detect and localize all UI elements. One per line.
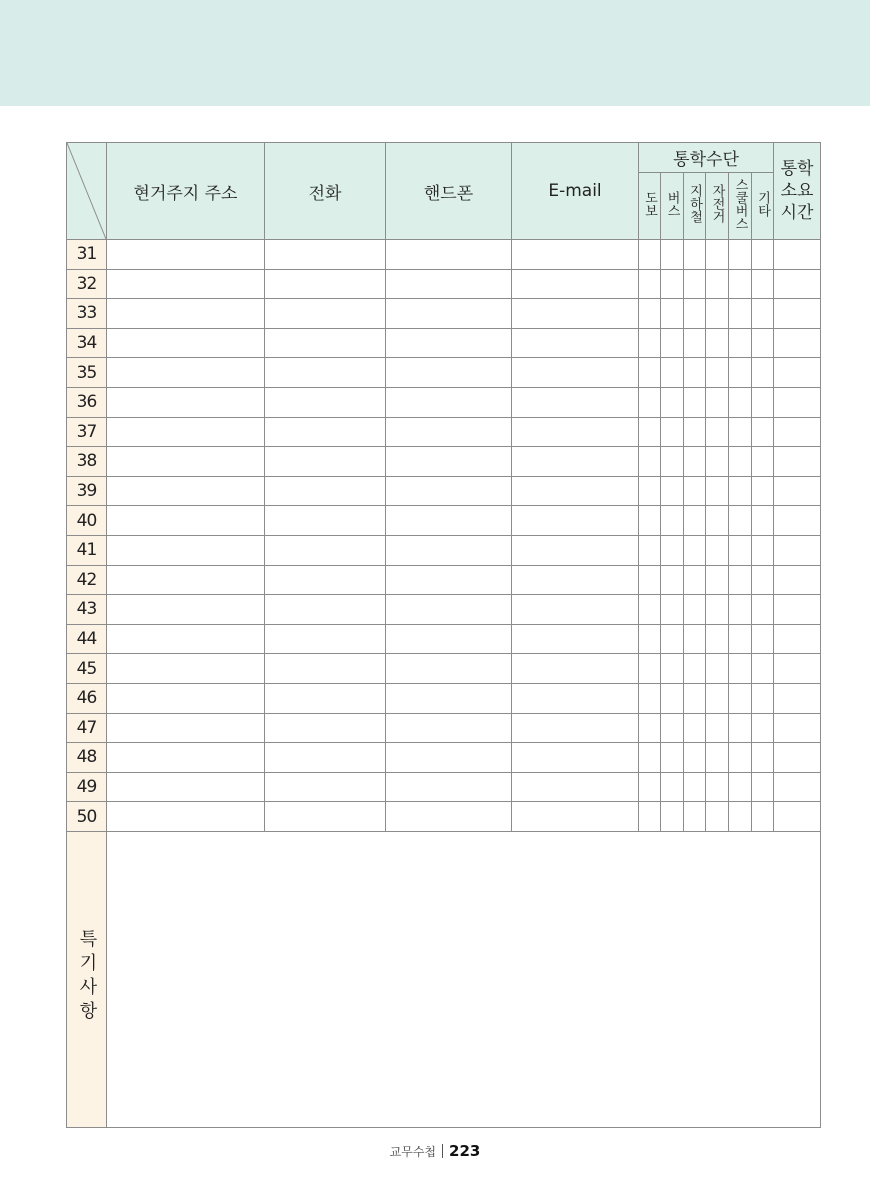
subway-cell[interactable] <box>684 417 706 447</box>
commute-time-cell[interactable] <box>774 535 821 565</box>
walk-cell[interactable] <box>639 269 661 299</box>
row-number: 46 <box>67 683 107 713</box>
other-cell[interactable] <box>752 713 774 743</box>
email-cell[interactable] <box>512 240 639 270</box>
table-row <box>67 299 821 329</box>
commute-time-cell[interactable] <box>774 802 821 832</box>
other-cell[interactable] <box>752 447 774 477</box>
table-row <box>67 565 821 595</box>
phone-cell[interactable] <box>265 683 386 713</box>
phone-cell[interactable] <box>265 565 386 595</box>
bus-cell[interactable] <box>661 506 684 536</box>
walk-cell[interactable] <box>639 683 661 713</box>
address-header: 현거주지 주소 <box>107 143 265 240</box>
commute-time-cell[interactable] <box>774 299 821 329</box>
address-cell[interactable] <box>107 595 265 625</box>
address-cell[interactable] <box>107 240 265 270</box>
mobile-cell[interactable] <box>386 624 512 654</box>
table-row <box>67 772 821 802</box>
walk-cell[interactable] <box>639 358 661 388</box>
footer-separator <box>442 1144 443 1158</box>
table-row <box>67 269 821 299</box>
walk-cell[interactable] <box>639 595 661 625</box>
other-cell[interactable] <box>752 743 774 773</box>
schoolbus-cell[interactable] <box>729 269 752 299</box>
row-number: 43 <box>67 595 107 625</box>
bicycle-cell[interactable] <box>706 387 729 417</box>
email-cell[interactable] <box>512 772 639 802</box>
table-row <box>67 387 821 417</box>
email-cell[interactable] <box>512 624 639 654</box>
subway-cell[interactable] <box>684 624 706 654</box>
mobile-cell[interactable] <box>386 535 512 565</box>
subway-cell[interactable] <box>684 713 706 743</box>
subway-cell[interactable] <box>684 535 706 565</box>
bicycle-cell[interactable] <box>706 269 729 299</box>
bicycle-cell[interactable] <box>706 624 729 654</box>
other-cell[interactable] <box>752 240 774 270</box>
table-row <box>67 240 821 270</box>
email-cell[interactable] <box>512 387 639 417</box>
commute-time-line: 소요 <box>780 181 814 201</box>
table-row <box>67 358 821 388</box>
walk-cell[interactable] <box>639 624 661 654</box>
other-cell[interactable] <box>752 269 774 299</box>
mobile-cell[interactable] <box>386 387 512 417</box>
roster-body <box>67 240 821 1128</box>
table-row <box>67 654 821 684</box>
email-cell[interactable] <box>512 535 639 565</box>
mobile-cell[interactable] <box>386 240 512 270</box>
other-cell[interactable] <box>752 565 774 595</box>
row-number: 33 <box>67 299 107 329</box>
mobile-cell[interactable] <box>386 447 512 477</box>
commute-time-cell[interactable] <box>774 595 821 625</box>
address-cell[interactable] <box>107 506 265 536</box>
walk-cell[interactable] <box>639 743 661 773</box>
phone-cell[interactable] <box>265 743 386 773</box>
mobile-cell[interactable] <box>386 595 512 625</box>
address-cell[interactable] <box>107 772 265 802</box>
address-cell[interactable] <box>107 683 265 713</box>
student-roster-table <box>66 142 821 1128</box>
notes-label-cell <box>67 831 107 1127</box>
corner-diagonal-cell <box>67 143 107 240</box>
email-header: E-mail <box>512 143 639 240</box>
bicycle-cell[interactable] <box>706 506 729 536</box>
commute-time-cell[interactable] <box>774 565 821 595</box>
phone-cell[interactable] <box>265 713 386 743</box>
commute-time-line: 통학 <box>780 159 814 179</box>
walk-cell[interactable] <box>639 535 661 565</box>
walk-cell[interactable] <box>639 328 661 358</box>
schoolbus-cell[interactable] <box>729 506 752 536</box>
bicycle-cell[interactable] <box>706 743 729 773</box>
subway-cell[interactable] <box>684 743 706 773</box>
top-color-band <box>0 0 870 106</box>
bus-cell[interactable] <box>661 772 684 802</box>
bus-cell[interactable] <box>661 417 684 447</box>
address-cell[interactable] <box>107 565 265 595</box>
other-cell[interactable] <box>752 299 774 329</box>
email-cell[interactable] <box>512 299 639 329</box>
table-row <box>67 743 821 773</box>
subway-cell[interactable] <box>684 802 706 832</box>
commute-time-cell[interactable] <box>774 624 821 654</box>
table-row <box>67 417 821 447</box>
address-cell[interactable] <box>107 476 265 506</box>
phone-cell[interactable] <box>265 387 386 417</box>
phone-cell[interactable] <box>265 772 386 802</box>
commute-time-cell[interactable] <box>774 417 821 447</box>
table-row <box>67 506 821 536</box>
other-cell[interactable] <box>752 595 774 625</box>
row-number: 39 <box>67 476 107 506</box>
bus-cell[interactable] <box>661 447 684 477</box>
mode-subway-header <box>684 173 706 240</box>
phone-cell[interactable] <box>265 417 386 447</box>
schoolbus-cell[interactable] <box>729 595 752 625</box>
subway-cell[interactable] <box>684 447 706 477</box>
address-cell[interactable] <box>107 328 265 358</box>
mode-schoolbus-header <box>729 173 752 240</box>
walk-cell[interactable] <box>639 447 661 477</box>
email-cell[interactable] <box>512 802 639 832</box>
commute-time-cell[interactable] <box>774 683 821 713</box>
bus-cell[interactable] <box>661 299 684 329</box>
schoolbus-cell[interactable] <box>729 683 752 713</box>
other-cell[interactable] <box>752 506 774 536</box>
walk-cell[interactable] <box>639 772 661 802</box>
row-number: 38 <box>67 447 107 477</box>
schoolbus-cell[interactable] <box>729 713 752 743</box>
row-number: 36 <box>67 387 107 417</box>
other-cell[interactable] <box>752 358 774 388</box>
subway-cell[interactable] <box>684 269 706 299</box>
mobile-cell[interactable] <box>386 654 512 684</box>
mode-bus-header <box>661 173 684 240</box>
subway-cell[interactable] <box>684 328 706 358</box>
mobile-header: 핸드폰 <box>386 143 512 240</box>
other-cell[interactable] <box>752 476 774 506</box>
row-number: 49 <box>67 772 107 802</box>
email-cell[interactable] <box>512 595 639 625</box>
bicycle-cell[interactable] <box>706 654 729 684</box>
email-cell[interactable] <box>512 328 639 358</box>
diagonal-line <box>67 143 106 239</box>
subway-cell[interactable] <box>684 358 706 388</box>
mobile-cell[interactable] <box>386 269 512 299</box>
row-number: 48 <box>67 743 107 773</box>
email-cell[interactable] <box>512 358 639 388</box>
schoolbus-cell[interactable] <box>729 624 752 654</box>
mode-label: 기타 <box>755 190 771 217</box>
mode-label: 도보 <box>642 190 657 217</box>
commute-time-cell[interactable] <box>774 743 821 773</box>
mobile-cell[interactable] <box>386 743 512 773</box>
address-cell[interactable] <box>107 713 265 743</box>
walk-cell[interactable] <box>639 654 661 684</box>
commute-time-cell[interactable] <box>774 772 821 802</box>
schoolbus-cell[interactable] <box>729 417 752 447</box>
bicycle-cell[interactable] <box>706 713 729 743</box>
commute-time-header <box>774 143 821 240</box>
bicycle-cell[interactable] <box>706 447 729 477</box>
phone-header: 전화 <box>265 143 386 240</box>
bus-cell[interactable] <box>661 358 684 388</box>
schoolbus-cell[interactable] <box>729 802 752 832</box>
row-number: 34 <box>67 328 107 358</box>
bicycle-cell[interactable] <box>706 595 729 625</box>
notes-field[interactable] <box>107 831 821 1127</box>
mode-walk-header <box>639 173 661 240</box>
mode-label: 스쿨버스 <box>732 177 748 230</box>
schoolbus-cell[interactable] <box>729 743 752 773</box>
walk-cell[interactable] <box>639 802 661 832</box>
subway-cell[interactable] <box>684 299 706 329</box>
row-number: 31 <box>67 240 107 270</box>
subway-cell[interactable] <box>684 772 706 802</box>
bus-cell[interactable] <box>661 713 684 743</box>
subway-cell[interactable] <box>684 595 706 625</box>
schoolbus-cell[interactable] <box>729 447 752 477</box>
email-cell[interactable] <box>512 447 639 477</box>
table-row <box>67 328 821 358</box>
address-cell[interactable] <box>107 654 265 684</box>
mode-label: 자전거 <box>709 184 725 223</box>
schoolbus-cell[interactable] <box>729 358 752 388</box>
bus-cell[interactable] <box>661 269 684 299</box>
schoolbus-cell[interactable] <box>729 772 752 802</box>
bus-cell[interactable] <box>661 802 684 832</box>
walk-cell[interactable] <box>639 565 661 595</box>
bus-cell[interactable] <box>661 624 684 654</box>
mode-other-header <box>752 173 774 240</box>
book-title: 교무수첩 <box>389 1145 437 1159</box>
subway-cell[interactable] <box>684 476 706 506</box>
email-cell[interactable] <box>512 743 639 773</box>
subway-cell[interactable] <box>684 506 706 536</box>
row-number: 50 <box>67 802 107 832</box>
email-cell[interactable] <box>512 683 639 713</box>
bus-cell[interactable] <box>661 328 684 358</box>
mobile-cell[interactable] <box>386 683 512 713</box>
walk-cell[interactable] <box>639 240 661 270</box>
phone-cell[interactable] <box>265 240 386 270</box>
notes-row <box>67 831 821 1127</box>
table-row <box>67 447 821 477</box>
other-cell[interactable] <box>752 802 774 832</box>
other-cell[interactable] <box>752 624 774 654</box>
address-cell[interactable] <box>107 535 265 565</box>
bicycle-cell[interactable] <box>706 565 729 595</box>
bicycle-cell[interactable] <box>706 328 729 358</box>
commute-time-cell[interactable] <box>774 654 821 684</box>
commute-time-cell[interactable] <box>774 506 821 536</box>
page-footer <box>0 1142 870 1160</box>
phone-cell[interactable] <box>265 802 386 832</box>
mobile-cell[interactable] <box>386 299 512 329</box>
phone-cell[interactable] <box>265 447 386 477</box>
bicycle-cell[interactable] <box>706 240 729 270</box>
phone-cell[interactable] <box>265 595 386 625</box>
mode-label: 버스 <box>664 190 680 217</box>
mode-label: 지하철 <box>687 184 702 223</box>
schoolbus-cell[interactable] <box>729 240 752 270</box>
email-cell[interactable] <box>512 476 639 506</box>
bicycle-cell[interactable] <box>706 683 729 713</box>
schoolbus-cell[interactable] <box>729 476 752 506</box>
subway-cell[interactable] <box>684 240 706 270</box>
table-row <box>67 476 821 506</box>
phone-cell[interactable] <box>265 358 386 388</box>
mobile-cell[interactable] <box>386 506 512 536</box>
table-row <box>67 624 821 654</box>
commute-group-header: 통학수단 <box>639 143 774 173</box>
commute-time-cell[interactable] <box>774 476 821 506</box>
subway-cell[interactable] <box>684 565 706 595</box>
mobile-cell[interactable] <box>386 358 512 388</box>
row-number: 35 <box>67 358 107 388</box>
other-cell[interactable] <box>752 772 774 802</box>
bicycle-cell[interactable] <box>706 535 729 565</box>
row-number: 45 <box>67 654 107 684</box>
row-number: 47 <box>67 713 107 743</box>
mobile-cell[interactable] <box>386 417 512 447</box>
email-cell[interactable] <box>512 506 639 536</box>
table-row <box>67 713 821 743</box>
row-number: 42 <box>67 565 107 595</box>
email-cell[interactable] <box>512 269 639 299</box>
header-row-1 <box>67 143 821 173</box>
other-cell[interactable] <box>752 535 774 565</box>
row-number: 40 <box>67 506 107 536</box>
commute-time-line: 시간 <box>780 203 814 223</box>
bus-cell[interactable] <box>661 654 684 684</box>
mobile-cell[interactable] <box>386 802 512 832</box>
bicycle-cell[interactable] <box>706 358 729 388</box>
bus-cell[interactable] <box>661 240 684 270</box>
commute-time-cell[interactable] <box>774 269 821 299</box>
other-cell[interactable] <box>752 387 774 417</box>
phone-cell[interactable] <box>265 506 386 536</box>
subway-cell[interactable] <box>684 654 706 684</box>
bus-cell[interactable] <box>661 595 684 625</box>
subway-cell[interactable] <box>684 387 706 417</box>
address-cell[interactable] <box>107 417 265 447</box>
bus-cell[interactable] <box>661 683 684 713</box>
table-row <box>67 802 821 832</box>
phone-cell[interactable] <box>265 654 386 684</box>
address-cell[interactable] <box>107 299 265 329</box>
mode-bicycle-header <box>706 173 729 240</box>
email-cell[interactable] <box>512 654 639 684</box>
phone-cell[interactable] <box>265 299 386 329</box>
commute-time-cell[interactable] <box>774 358 821 388</box>
subway-cell[interactable] <box>684 683 706 713</box>
bus-cell[interactable] <box>661 535 684 565</box>
schoolbus-cell[interactable] <box>729 654 752 684</box>
table-row <box>67 595 821 625</box>
commute-time-cell[interactable] <box>774 447 821 477</box>
bicycle-cell[interactable] <box>706 772 729 802</box>
commute-time-cell[interactable] <box>774 713 821 743</box>
address-cell[interactable] <box>107 624 265 654</box>
row-number: 41 <box>67 535 107 565</box>
bicycle-cell[interactable] <box>706 299 729 329</box>
email-cell[interactable] <box>512 417 639 447</box>
notes-label: 특기사항 <box>76 928 98 1025</box>
bicycle-cell[interactable] <box>706 802 729 832</box>
walk-cell[interactable] <box>639 713 661 743</box>
table-row <box>67 535 821 565</box>
phone-cell[interactable] <box>265 269 386 299</box>
email-cell[interactable] <box>512 565 639 595</box>
walk-cell[interactable] <box>639 299 661 329</box>
schoolbus-cell[interactable] <box>729 535 752 565</box>
address-cell[interactable] <box>107 269 265 299</box>
mobile-cell[interactable] <box>386 565 512 595</box>
commute-time-cell[interactable] <box>774 328 821 358</box>
table-row <box>67 683 821 713</box>
address-cell[interactable] <box>107 447 265 477</box>
mobile-cell[interactable] <box>386 328 512 358</box>
schoolbus-cell[interactable] <box>729 299 752 329</box>
bus-cell[interactable] <box>661 476 684 506</box>
other-cell[interactable] <box>752 417 774 447</box>
schoolbus-cell[interactable] <box>729 328 752 358</box>
address-cell[interactable] <box>107 387 265 417</box>
walk-cell[interactable] <box>639 476 661 506</box>
schoolbus-cell[interactable] <box>729 565 752 595</box>
schoolbus-cell[interactable] <box>729 387 752 417</box>
address-cell[interactable] <box>107 358 265 388</box>
email-cell[interactable] <box>512 713 639 743</box>
walk-cell[interactable] <box>639 417 661 447</box>
commute-time-cell[interactable] <box>774 387 821 417</box>
bicycle-cell[interactable] <box>706 417 729 447</box>
bus-cell[interactable] <box>661 743 684 773</box>
page-number: 223 <box>449 1142 481 1160</box>
commute-time-cell[interactable] <box>774 240 821 270</box>
phone-cell[interactable] <box>265 476 386 506</box>
address-cell[interactable] <box>107 743 265 773</box>
walk-cell[interactable] <box>639 387 661 417</box>
other-cell[interactable] <box>752 328 774 358</box>
phone-cell[interactable] <box>265 328 386 358</box>
other-cell[interactable] <box>752 683 774 713</box>
row-number: 37 <box>67 417 107 447</box>
address-cell[interactable] <box>107 802 265 832</box>
mobile-cell[interactable] <box>386 476 512 506</box>
bus-cell[interactable] <box>661 565 684 595</box>
other-cell[interactable] <box>752 654 774 684</box>
row-number: 44 <box>67 624 107 654</box>
bicycle-cell[interactable] <box>706 476 729 506</box>
mobile-cell[interactable] <box>386 772 512 802</box>
row-number: 32 <box>67 269 107 299</box>
walk-cell[interactable] <box>639 506 661 536</box>
bus-cell[interactable] <box>661 387 684 417</box>
mobile-cell[interactable] <box>386 713 512 743</box>
phone-cell[interactable] <box>265 535 386 565</box>
phone-cell[interactable] <box>265 624 386 654</box>
